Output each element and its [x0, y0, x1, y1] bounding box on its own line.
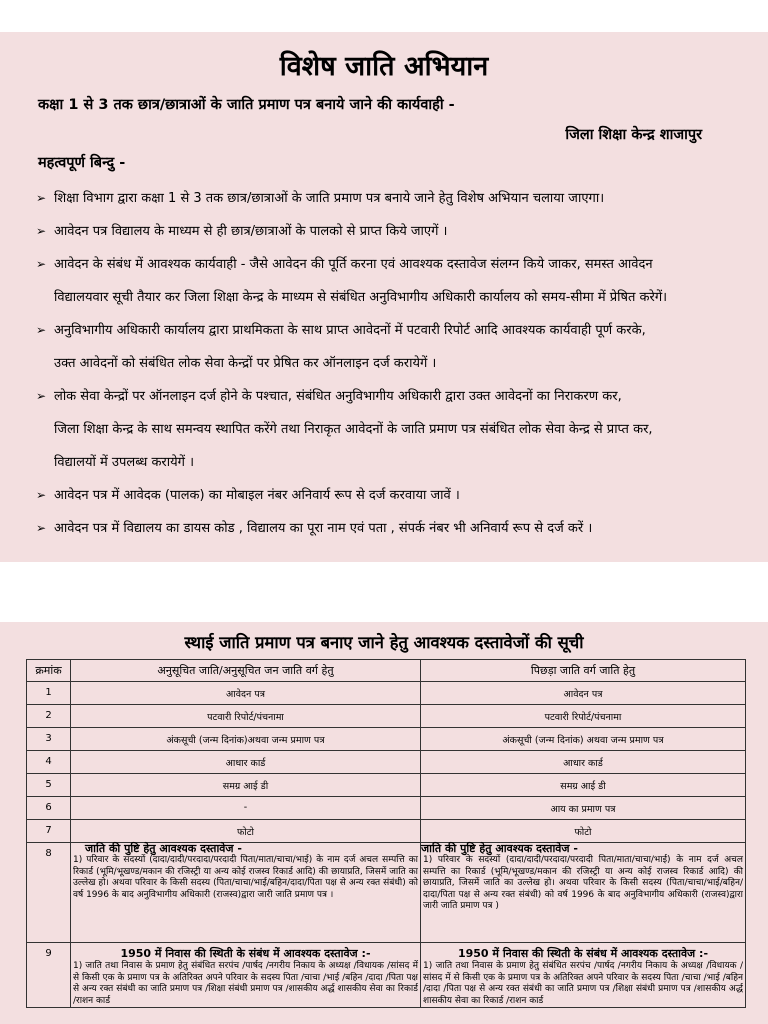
table-row-residence-1950 — [27, 943, 746, 1008]
important-point-text: आवेदन पत्र में आवेदक (पालक) का मोबाइल नंबर अनिवार्य रूप से दर्ज करवाया जावें । — [54, 488, 460, 503]
table-row — [27, 751, 746, 774]
important-point-text: लोक सेवा केन्द्रों पर ऑनलाइन दर्ज होने के पश्चात, संबंधित अनुविभागीय अधिकारी द्वारा उक्त आवेदनों का निराकरण कर, — [54, 389, 622, 404]
arrow-bullet-icon: ➢ — [36, 191, 47, 205]
important-point-text: जिला शिक्षा केन्द्र के साथ समन्वय स्थापित करेंगे तथा निराकृत आवेदनों के जाति प्रमाण पत्र संबंधित लोक सेवा केन्द्र से प्राप्त कर, — [54, 422, 653, 437]
row-serial: 5 — [27, 774, 71, 797]
sc-document-cell: फोटो — [71, 820, 421, 843]
table-row — [27, 705, 746, 728]
obc-residence-text: 1) जाति तथा निवास के प्रमाण हेतु संबंधित सरपंच /पार्षद /नगरीय निकाय के अध्यक्ष /विधायक /सांसद में से किसी एक के प्रमाण पत्र के अतिरिक्त अपने परिवार के सदस्य पिता /चाचा /भाई /बहिन /दादा /पिता पक्ष से अन्य रक्त संबंधी का जाति प्रमाण पत्र /शिक्षा संबंधी प्रमाण पत्र /शासकीय अर्द्ध शासकीय सेवा का रिकार्ड /राशन कार्ड — [423, 961, 743, 1006]
table-row — [27, 820, 746, 843]
important-point-text: विद्यालयों में उपलब्ध करायेगें । — [54, 455, 195, 470]
row-serial: 3 — [27, 728, 71, 751]
important-point-text: अनुविभागीय अधिकारी कार्यालय द्वारा प्राथमिकता के साथ प्राप्त आवेदनों में पटवारी रिपोर्ट आदि आवश्यक कार्यवाही पूर्ण करके, — [54, 323, 646, 338]
table-row — [27, 774, 746, 797]
important-point-item — [36, 314, 752, 380]
sc-document-cell: समग्र आई डी — [71, 774, 421, 797]
table-row — [27, 728, 746, 751]
sc-caste-proof-heading: जाति की पुष्टि हेतु आवश्यक दस्तावेज - — [85, 842, 242, 855]
column-header-obc: पिछड़ा जाति वर्ग जाति हेतु — [421, 660, 746, 682]
district-office-label: जिला शिक्षा केन्द्र शाजापुर — [565, 127, 702, 143]
page-subtitle: कक्षा 1 से 3 तक छात्र/छात्राओं के जाति प्रमाण पत्र बनाये जाने की कार्यवाही - — [38, 97, 455, 113]
obc-caste-proof-heading: जाति की पुष्टि हेतु आवश्यक दस्तावेज - — [421, 842, 578, 855]
obc-document-cell: आय का प्रमाण पत्र — [421, 797, 746, 820]
column-header-sc-st: अनुसूचित जाति/अनुसूचित जन जाति वर्ग हेतु — [71, 660, 421, 682]
important-point-text: शिक्षा विभाग द्वारा कक्षा 1 से 3 तक छात्र/छात्राओं के जाति प्रमाण पत्र बनाये जाने हेतु विशेष अभियान चलाया जाएगा। — [54, 191, 605, 206]
sc-document-cell: आवेदन पत्र — [71, 682, 421, 705]
important-point-text: विद्यालयवार सूची तैयार कर जिला शिक्षा केन्द्र के माध्यम से संबंधित अनुविभागीय अधिकारी कार्यालय को समय-सीमा में प्रेषित करेगें। — [54, 290, 668, 305]
row-serial: 6 — [27, 797, 71, 820]
obc-caste-proof-cell — [421, 843, 746, 943]
important-point-item — [36, 380, 752, 479]
important-point-item — [36, 248, 752, 314]
important-point-text: आवेदन पत्र में विद्यालय का डायस कोड , विद्यालय का पूरा नाम एवं पता , संपर्क नंबर भी अनिवार्य रूप से दर्ज करें । — [54, 521, 593, 536]
obc-residence-cell — [421, 943, 746, 1008]
row-serial: 4 — [27, 751, 71, 774]
obc-document-cell: आधार कार्ड — [421, 751, 746, 774]
obc-document-cell: आवेदन पत्र — [421, 682, 746, 705]
obc-caste-proof-text: 1) परिवार के सदस्यों (दादा/दादी/परदादा/परदादी पिता/माता/चाचा/भाई) के नाम दर्ज अचल सम्पत्ति का रिकार्ड (भूमि/भूखण्ड/मकान की रजिस्ट्री या अन्य कोई राजस्व रिकार्ड आदि) की छायाप्रति, जिसमें जाति का उल्लेख हो। अथवा परिवार के किसी सदस्य (पिता/चाचा/भाई/बहिन/ दादा/पिता पक्ष से अन्य रक्त संबंधी) को वर्ष 1996 के बाद अनुविभागीय अधिकारी (राजस्व)द्वारा जारी जाति प्रमाण पत्र ) — [423, 855, 743, 911]
important-point-text: आवेदन पत्र विद्यालय के माध्यम से ही छात्र/छात्राओं के पालको से प्राप्त किये जाएगें । — [54, 224, 448, 239]
arrow-bullet-icon: ➢ — [36, 488, 47, 502]
row-serial: 8 — [27, 843, 71, 943]
sc-caste-proof-text: 1) परिवार के सदस्यों (दादा/दादी/परदादा/परदादी पिता/माता/चाचा/भाई) के नाम दर्ज अचल सम्पत्ति का रिकार्ड (भूमि/भूखण्ड/मकान की रजिस्ट्री या अन्य कोई राजस्व रिकार्ड आदि) की छायाप्रति, जिसमें जाति का उल्लेख हो। अथवा परिवार के किसी सदस्य (पिता/चाचा/भाई/बहिन/दादा/पिता पक्ष से अन्य रक्त संबंधी) को वर्ष 1996 के बाद अनुविभागीय अधिकारी (राजस्व)द्वारा जारी जाति प्रमाण पत्र । — [73, 855, 418, 900]
sc-document-cell: आधार कार्ड — [71, 751, 421, 774]
sc-residence-text: 1) जाति तथा निवास के प्रमाण हेतु संबंधित सरपंच /पार्षद /नगरीय निकाय के अध्यक्ष /विधायक /सांसद में से किसी एक के प्रमाण पत्र के अतिरिक्त अपने परिवार के सदस्य पिता /चाचा /भाई /बहिन /दादा /पिता पक्ष से अन्य रक्त संबंधी का जाति प्रमाण पत्र /शिक्षा संबंधी प्रमाण पत्र /शासकीय अर्द्ध शासकीय सेवा का रिकार्ड /राशन कार्ड — [73, 961, 418, 1006]
row-serial: 7 — [27, 820, 71, 843]
obc-document-cell: पटवारी रिपोर्ट/पंचनामा — [421, 705, 746, 728]
important-points-list — [36, 182, 752, 545]
obc-residence-heading: 1950 में निवास की स्थिती के संबंध में आवश्यक दस्तावेज :- — [457, 947, 709, 960]
obc-document-cell: फोटो — [421, 820, 746, 843]
sc-document-cell: - — [71, 797, 421, 820]
page-title: विशेष जाति अभियान — [279, 51, 489, 82]
arrow-bullet-icon: ➢ — [36, 323, 47, 337]
row-serial: 9 — [27, 943, 71, 1008]
arrow-bullet-icon: ➢ — [36, 257, 47, 271]
sc-caste-proof-cell — [71, 843, 421, 943]
important-point-text: आवेदन के संबंध में आवश्यक कार्यवाही - जैसे आवेदन की पूर्ति करना एवं आवश्यक दस्तावेज संलग्न किये जाकर, समस्त आवेदन — [54, 257, 653, 272]
sc-document-cell: पटवारी रिपोर्ट/पंचनामा — [71, 705, 421, 728]
sc-residence-cell — [71, 943, 421, 1008]
important-point-item — [36, 182, 752, 215]
obc-document-cell: अंकसूची (जन्म दिनांक) अथवा जन्म प्रमाण पत्र — [421, 728, 746, 751]
table-row — [27, 797, 746, 820]
important-point-text: उक्त आवेदनों को संबंधित लोक सेवा केन्द्रों पर प्रेषित कर ऑनलाइन दर्ज करायेगें । — [54, 356, 437, 371]
obc-document-cell: समग्र आई डी — [421, 774, 746, 797]
important-point-item — [36, 479, 752, 512]
documents-list-panel — [0, 622, 768, 1024]
table-row — [27, 682, 746, 705]
documents-table — [26, 659, 746, 1008]
important-point-item — [36, 215, 752, 248]
campaign-notice-panel — [0, 32, 768, 562]
arrow-bullet-icon: ➢ — [36, 224, 47, 238]
important-point-item — [36, 512, 752, 545]
row-serial: 1 — [27, 682, 71, 705]
arrow-bullet-icon: ➢ — [36, 389, 47, 403]
column-header-serial: क्रमांक — [27, 660, 71, 682]
sc-document-cell: अंकसूची (जन्म दिनांक)अथवा जन्म प्रमाण पत्र — [71, 728, 421, 751]
sc-residence-heading: 1950 में निवास की स्थिती के संबंध में आवश्यक दस्तावेज :- — [120, 947, 371, 960]
documents-list-title: स्थाई जाति प्रमाण पत्र बनाए जाने हेतु आवश्यक दस्तावेजों की सूची — [184, 633, 584, 652]
important-points-heading: महत्वपूर्ण बिन्दु - — [38, 155, 126, 171]
table-header-row — [27, 660, 746, 682]
arrow-bullet-icon: ➢ — [36, 521, 47, 535]
row-serial: 2 — [27, 705, 71, 728]
table-row-caste-proof — [27, 843, 746, 943]
